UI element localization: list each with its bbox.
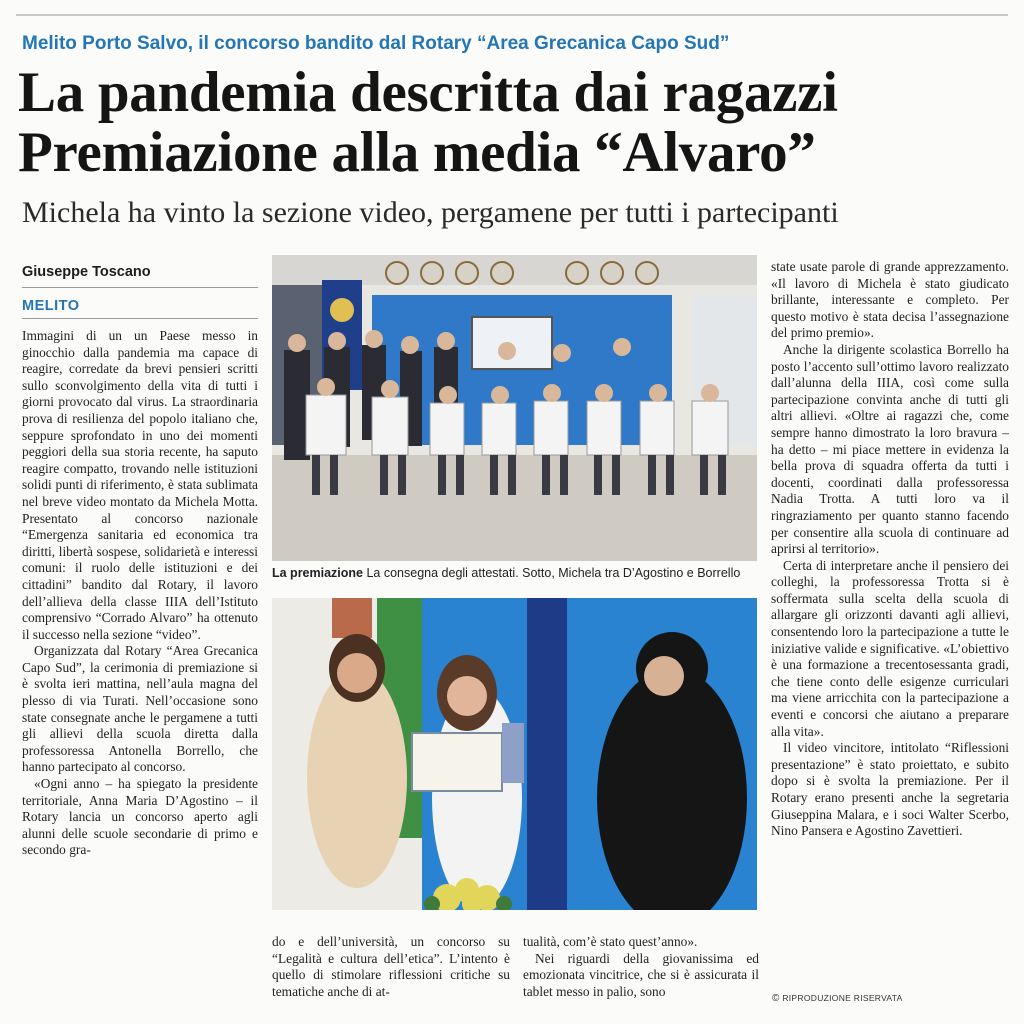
- dateline-rule: [22, 318, 258, 319]
- copyright-notice: [772, 993, 903, 1004]
- paragraph: «Ogni anno – ha spiegato la presidente territoriale, Anna Maria D’Agostino – il Rotary lancia un concorso aperto agli alunni delle scuole secondarie di primo e secondo gra-: [22, 776, 258, 858]
- article-column-2: [272, 934, 510, 1000]
- paragraph: Immagini di un un Paese messo in ginocchio dalla pandemia ma capace di reagire, corredate da brevi pensieri scritti sullo sconvolgimento della vita di tutti i giorni provocato dal virus. La straordinaria prova di resilienza del popolo italiano che, seppure sprofondato in uno dei momenti peggiori della sua storia recente, ha saputo reagire compatto, trovando nelle istituzioni solidi punti di riferimento, è stata sublimata nel breve video montato da Michela Motta. Presentato al concorso nazionale “Emergenza sanitaria ed economica tra diritti, libertà sospese, solidarietà e interessi comuni: il ruolo delle istituzioni e dei cittadini” bandito dal Rotary, il lavoro dell’allieva della classe IIIA dell’Istituto comprensivo “Corrado Alvaro” ha ottenuto il successo nella sezione “video”.: [22, 328, 258, 642]
- paragraph: Certa di interpretare anche il pensiero dei colleghi, la professoressa Trotta si è soffermata sulla scelta della scuola di allargare gli orizzonti davanti agli allievi, consentendo loro la partecipazione a tutte le iniziative valide e significative. «L’obiettivo è una formazione a trecentosessanta gradi, che tiene conto delle esigenze curriculari ma viene arricchita con la partecipazione a eventi e concorsi che aiutano a preparare alla vita».: [771, 557, 1009, 739]
- paragraph: Il video vincitore, intitolato “Riflessioni presentazione” è stato proiettato, e subito dopo si è svolta la premiazione. Per il Rotary erano presenti anche la segretaria Giuseppina Malara, e i soci Walter Scerbo, Nino Pansera e Agostino Zavettieri.: [771, 740, 1009, 839]
- paragraph: Nei riguardi della giovanissima ed emozionata vincitrice, che si è assicurata il tablet messo in palio, sono: [523, 950, 759, 999]
- paragraph: do e dell’università, un concorso su “Legalità e cultura dell’etica”. L’intento è quello di stimolare riflessioni critiche su tematiche anche di at-: [272, 934, 510, 999]
- headline-line-1: La pandemia descritta dai ragazzi: [18, 61, 838, 124]
- copyright-text: RIPRODUZIONE RISERVATA: [779, 993, 903, 1003]
- article-column-3: [523, 934, 759, 1000]
- group-photo-illustration: [272, 255, 757, 561]
- photo-award-ceremony-group: [272, 255, 757, 561]
- article-column-1: [22, 328, 258, 859]
- paragraph: state usate parole di grande apprezzamento. «Il lavoro di Michela è stato giudicato brillante, interessante e completo. Per questo motivo è stata decisa l’assegnazione del primo premio».: [771, 259, 1009, 341]
- top-rule: [16, 14, 1008, 16]
- headline-line-2: Premiazione alla media “Alvaro”: [18, 121, 816, 184]
- winner-photo-illustration: [272, 598, 757, 910]
- subheadline: Michela ha vinto la sezione video, pergamene per tutti i partecipanti: [22, 196, 839, 229]
- paragraph: tualità, com’è stato quest’anno».: [523, 934, 698, 949]
- kicker: Melito Porto Salvo, il concorso bandito dal Rotary “Area Grecanica Capo Sud”: [22, 33, 730, 54]
- photo-caption: [272, 566, 757, 580]
- article-column-4: [771, 259, 1009, 840]
- caption-text: La consegna degli attestati. Sotto, Michela tra D’Agostino e Borrello: [363, 566, 741, 580]
- dateline-location: MELITO: [22, 298, 80, 314]
- author-byline: Giuseppe Toscano: [22, 264, 151, 280]
- paragraph: Organizzata dal Rotary “Area Grecanica Capo Sud”, la cerimonia di premiazione si è svolta ieri mattina, nell’aula magna del plesso di via Turati. Nell’occasione sono state consegnate anche le pergamene a tutti gli allievi della scuola diretta dalla professoressa Antonella Borrello, che hanno partecipato al concorso.: [22, 643, 258, 775]
- caption-label: La premiazione: [272, 566, 363, 580]
- paragraph: Anche la dirigente scolastica Borrello ha posto l’accento sull’ottimo lavoro realizzato dall’alunna della IIIA, così come sulla partecipazione convinta anche di tutti gli altri allievi. «Oltre ai ragazzi che, come sempre hanno dimostrato la loro bravura – ha detto – mi piace mettere in evidenza la bella prova di squadra offerta da tutti i docenti, coordinati dalla professoressa Nadia Trotta. A tutti loro va il ringraziamento per quanto stanno facendo per consentire alla scuola di continuare ad aprirsi al territorio».: [771, 341, 1009, 557]
- copyright-icon: ©: [772, 993, 780, 1004]
- byline-rule: [22, 287, 258, 288]
- photo-winner-michela: [272, 598, 757, 910]
